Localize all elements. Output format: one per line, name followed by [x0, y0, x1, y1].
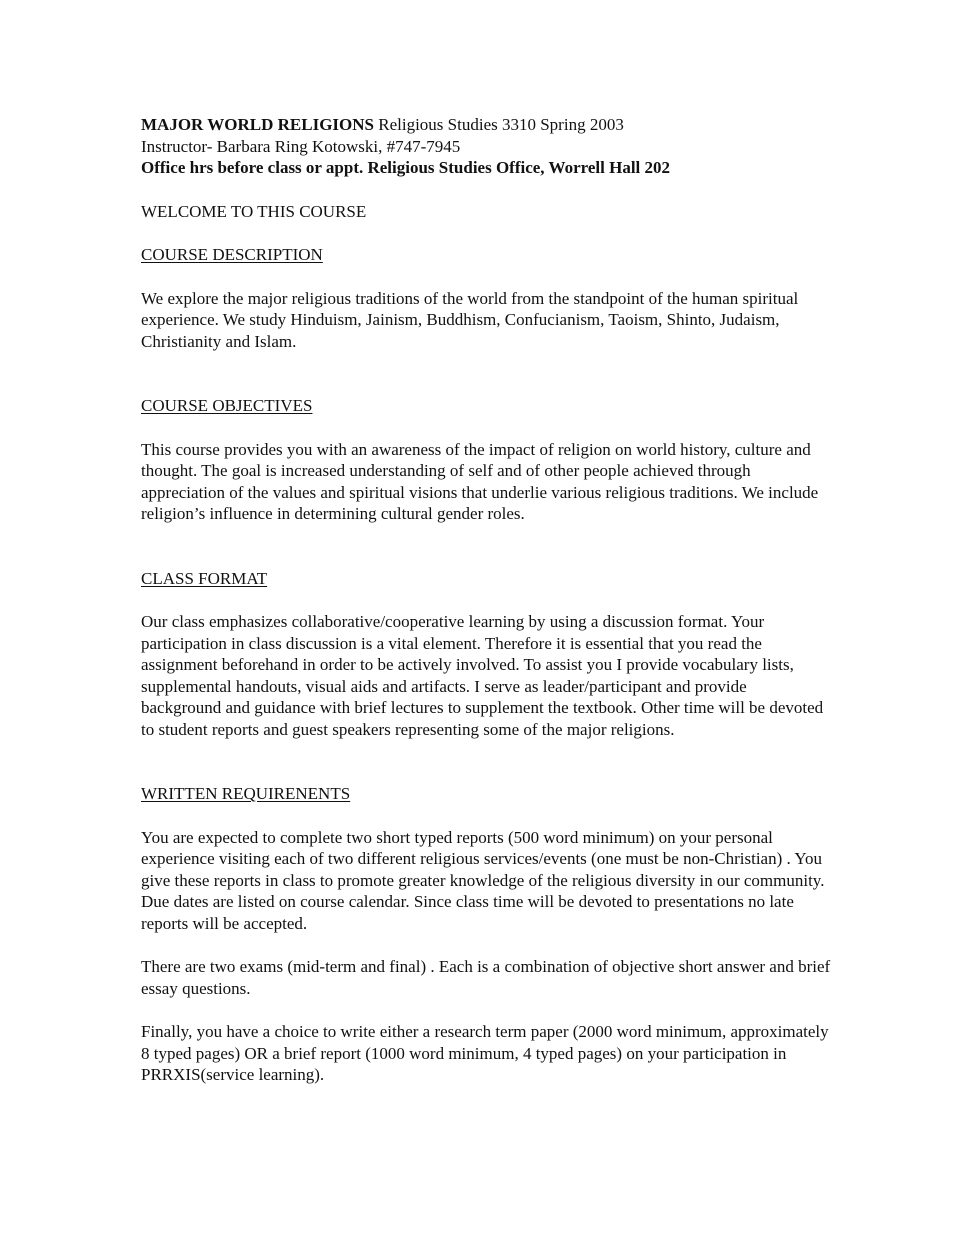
requirements-term-paper-text: Finally, you have a choice to write either a research term paper (2000 word minimum, approximately 8 typed pages) OR a brief report (1000 word minimum, 4 typed pages) on your participation in PRRXIS(service learning).	[141, 1022, 829, 1084]
course-objectives-heading: COURSE OBJECTIVES	[141, 396, 313, 415]
course-description-text: We explore the major religious traditions of the world from the standpoint of the human spiritual experience. We study Hinduism, Jainism, Buddhism, Confucianism, Taoism, Shinto, Judaism, Christianity and Islam.	[141, 288, 799, 351]
instructor-line: Instructor- Barbara Ring Kotowski, #747-7945	[141, 136, 461, 156]
written-requirements-heading: WRITTEN REQUIRENENTS	[141, 784, 351, 803]
syllabus-content	[141, 114, 831, 1086]
course-code-term: Religious Studies 3310 Spring 2003	[374, 115, 624, 134]
course-description-heading: COURSE DESCRIPTION	[141, 245, 323, 264]
welcome-heading: WELCOME TO THIS COURSE	[141, 201, 367, 221]
requirements-exams-text: There are two exams (mid-term and final) . Each is a combination of objective short answer and brief essay questions.	[141, 957, 831, 998]
office-hours-line: Office hrs before class or appt. Religious Studies Office, Worrell Hall 202	[141, 158, 671, 177]
syllabus-header	[141, 114, 831, 179]
course-objectives-text: This course provides you with an awareness of the impact of religion on world history, culture and thought. The goal is increased understanding of self and of other people achieved through appreciation of the values and spiritual visions that underlie various religious traditions. We include religion’s influence in determining cultural gender roles.	[141, 439, 819, 523]
course-title-line	[141, 114, 831, 136]
class-format-text: Our class emphasizes collaborative/cooperative learning by using a discussion format. Your participation in class discussion is a vital element. Therefore it is essential that you read the assignment beforehand in order to be actively involved. To assist you I provide vocabulary lists, supplemental handouts, visual aids and artifacts. I serve as leader/participant and provide background and guidance with brief lectures to supplement the textbook. Other time will be devoted to student reports and guest speakers representing some of the major religions.	[141, 612, 824, 739]
requirements-reports-text: You are expected to complete two short typed reports (500 word minimum) on your personal experience visiting each of two different religious services/events (one must be non-Christian) . You give these reports in class to promote greater knowledge of the religious diversity in our community. Due dates are listed on course calendar. Since class time will be devoted to presentations no late reports will be accepted.	[141, 827, 825, 933]
class-format-heading: CLASS FORMAT	[141, 568, 268, 588]
course-title: MAJOR WORLD RELIGIONS	[141, 115, 374, 134]
